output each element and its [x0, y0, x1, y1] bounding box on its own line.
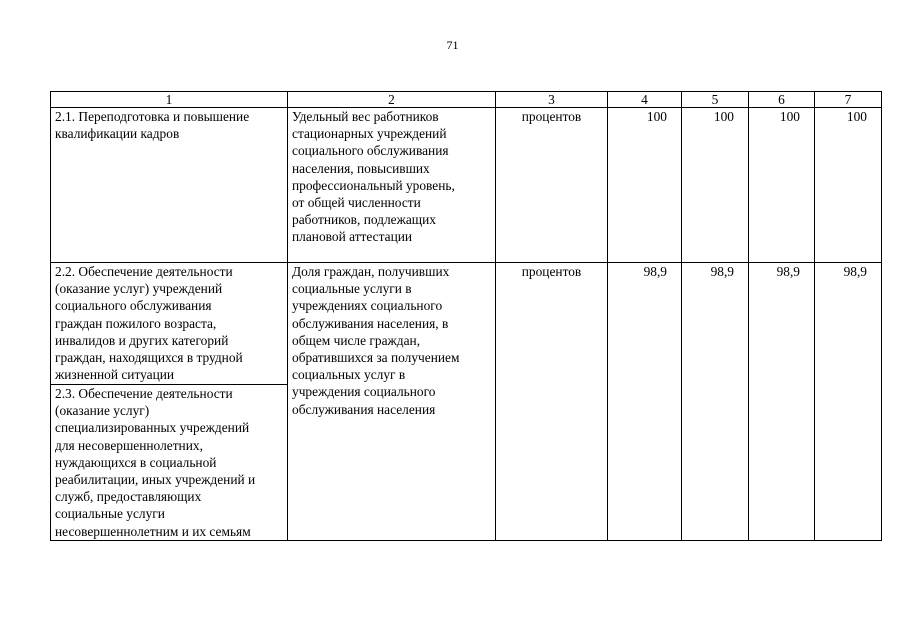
header-cell-7: 7 — [815, 92, 882, 108]
row-2-1-value-5: 100 — [682, 108, 749, 263]
row-2-2-unit: процентов — [496, 263, 608, 541]
row-2-1-activity: 2.1. Переподготовка и повышение квалификации кадров — [51, 108, 288, 263]
table-row — [51, 263, 882, 385]
row-2-2-value-7: 98,9 — [815, 263, 882, 541]
row-2-1-value-4: 100 — [608, 108, 682, 263]
indicators-table — [50, 91, 882, 541]
row-2-1-value-6: 100 — [749, 108, 815, 263]
header-cell-6: 6 — [749, 92, 815, 108]
row-2-1-unit: процентов — [496, 108, 608, 263]
row-2-2-value-6: 98,9 — [749, 263, 815, 541]
row-2-3-activity: 2.3. Обеспечение деятельности (оказание услуг) специализированных учреждений для несовершеннолетних, нуждающихся в социальной реабилитации, иных учреждений и служб, предоставляющих социальные услуги несовершеннолетним и их семьям — [51, 385, 288, 541]
header-cell-3: 3 — [496, 92, 608, 108]
row-2-1-indicator: Удельный вес работников стационарных учреждений социального обслуживания населения, повысивших профессиональный уровень, от общей численности работников, подлежащих плановой аттестации — [288, 108, 496, 263]
header-cell-4: 4 — [608, 92, 682, 108]
page-number: 71 — [446, 38, 459, 52]
table-row — [51, 108, 882, 263]
row-2-2-value-4: 98,9 — [608, 263, 682, 541]
header-cell-1: 1 — [51, 92, 288, 108]
row-2-2-activity: 2.2. Обеспечение деятельности (оказание услуг) учреждений социального обслуживания граждан пожилого возраста, инвалидов и других категорий граждан, находящихся в трудной жизненной ситуации — [51, 263, 288, 385]
row-2-1-value-7: 100 — [815, 108, 882, 263]
header-cell-5: 5 — [682, 92, 749, 108]
header-cell-2: 2 — [288, 92, 496, 108]
table-header-row — [51, 92, 882, 108]
row-2-2-value-5: 98,9 — [682, 263, 749, 541]
row-2-2-indicator: Доля граждан, получивших социальные услуги в учреждениях социального обслуживания населения, в общем числе граждан, обратившихся за получением социальных услуг в учреждения социального обслуживания населения — [288, 263, 496, 541]
